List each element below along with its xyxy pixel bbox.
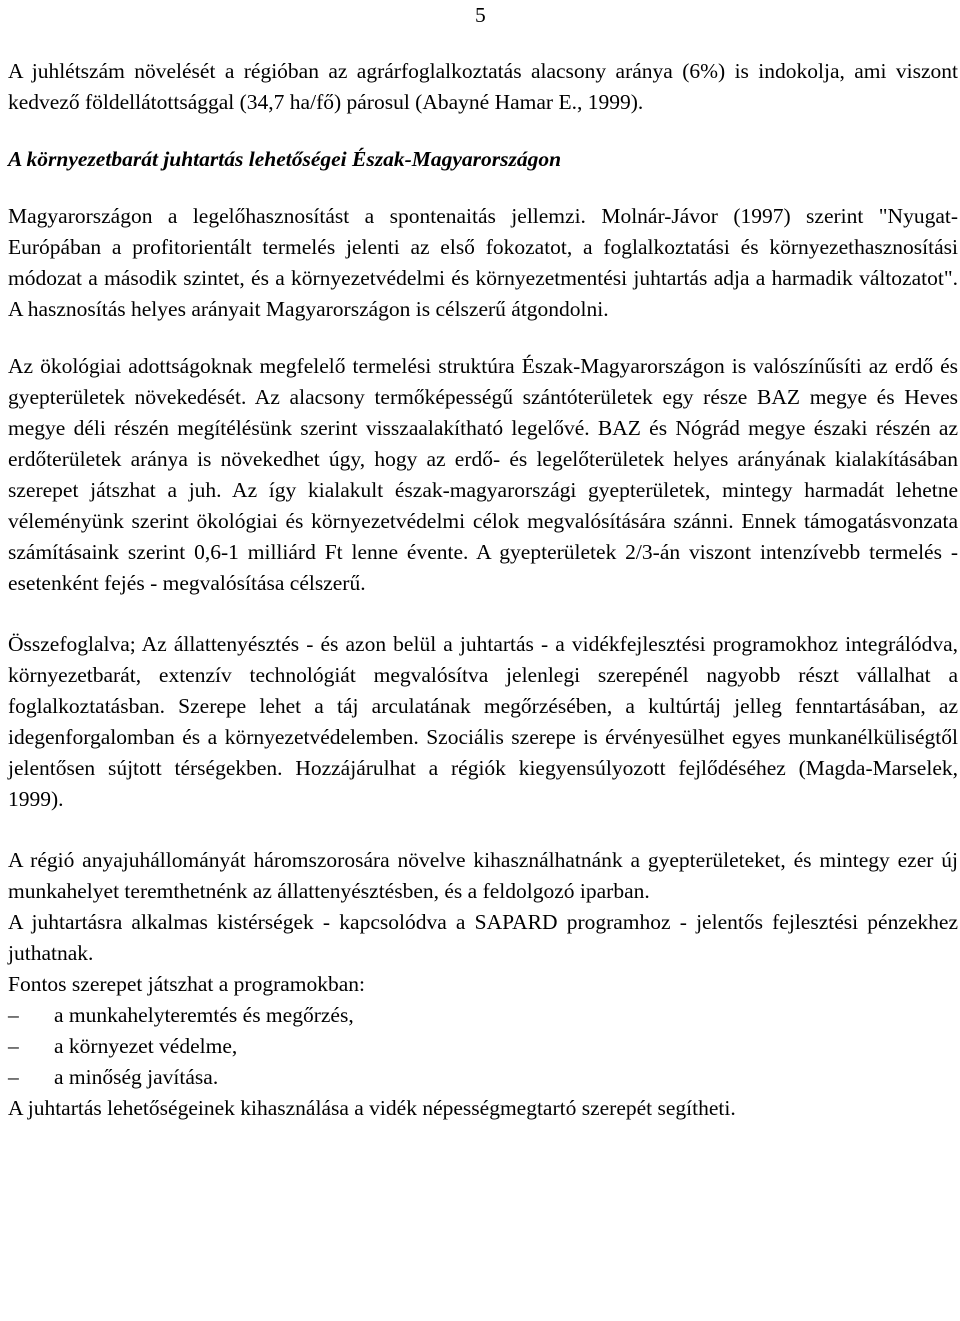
document-page [8, 0, 958, 1124]
program-list [8, 1000, 958, 1093]
dash-marker: – [8, 1034, 19, 1058]
paragraph-anyajuhallomany: A régió anyajuhállományát háromszorosára növelve kihasználhatnánk a gyepterületeket, és mintegy ezer új munkahelyet teremthetnénk az állattenyésztésben, és a feldolgozó iparban. [8, 848, 958, 903]
paragraph-legelohasznositas: Magyarországon a legelőhasznosítást a spontenaitás jellemzi. Molnár-Jávor (1997) szerint "Nyugat-Európában a profitorientált termelés jelenti az első fokozatot, a foglalkoztatási és környezethasznosítási módozat a második szintet, és a környezetvédelmi és környezetmentési juhtartás adja a harmadik változatot". A hasznosítás helyes arányait Magyarországon is célszerű átgondolni. [8, 204, 958, 321]
list-item [8, 1031, 958, 1062]
list-item-text: a minőség javítása. [54, 1065, 219, 1089]
list-item [8, 1062, 958, 1093]
closing-paragraph: A juhtartás lehetőségeinek kihasználása a vidék népességmegtartó szerepét segítheti. [8, 1096, 736, 1120]
paragraph-osszefoglalva: Összefoglalva; Az állattenyésztés - és azon belül a juhtartás - a vidékfejlesztési programokhoz integrálódva, környezetbarát, extenzív technológiát megvalósítva jelenlegi szerepénél nagyobb részt vállalhat a foglalkoztatásban. Szerepe lehet a táj arculatának megőrzésében, a kultúrtáj jelleg fenntartásában, az idegenforgalomban és a környezetvédelemben. Szociális szerepe is érvényesülhet egyes munkanélküliségtől jelentősen sújtott térségekben. Hozzájárulhat a régiók kiegyensúlyozott fejlődéséhez (Magda-Marselek, 1999). [8, 632, 958, 811]
paragraph-sapard: A juhtartásra alkalmas kistérségek - kapcsolódva a SAPARD programhoz - jelentős fejlesztési pénzekhez juthatnak. [8, 910, 958, 965]
list-item [8, 1000, 958, 1031]
intro-paragraph: A juhlétszám növelését a régióban az agrárfoglalkoztatás alacsony aránya (6%) is indokolja, ami viszont kedvező földellátottsággal (34,7 ha/fő) párosul (Abayné Hamar E., 1999). [8, 59, 958, 114]
list-item-text: a munkahelyteremtés és megőrzés, [54, 1003, 354, 1027]
dash-marker: – [8, 1065, 19, 1089]
list-item-text: a környezet védelme, [54, 1034, 238, 1058]
paragraph-okologiai-adottsagok: Az ökológiai adottságoknak megfelelő termelési struktúra Észak-Magyarországon is valószínűsíti az erdő és gyepterületek növekedését. Az alacsony termőképességű szántóterületek egy része BAZ megye és Heves megye déli részén megítélésünk szerint visszaalakítható legelővé. BAZ és Nógrád megye északi részén az erdőterületek aránya is növekedhet úgy, hogy az erdő- és legelőterületek helyes arányának kialakításában szerepet játszhat a juh. Az így kialakult észak-magyarországi gyepterületek, mintegy harmadát lehetne véleményünk szerint ökológiai és környezetvédelmi célok megvalósítására szánni. Ennek támogatásvonzata számításaink szerint 0,6-1 milliárd Ft lenne évente. A gyepterületek 2/3-án viszont intenzívebb termelés - esetenként fejés - megvalósítása célszerű. [8, 354, 958, 595]
page-number: 5 [475, 3, 486, 27]
section-heading: A környezetbarát juhtartás lehetőségei Észak-Magyarországon [8, 147, 562, 171]
paragraph-programok-intro: Fontos szerepet játszhat a programokban: [8, 972, 366, 996]
dash-marker: – [8, 1003, 19, 1027]
